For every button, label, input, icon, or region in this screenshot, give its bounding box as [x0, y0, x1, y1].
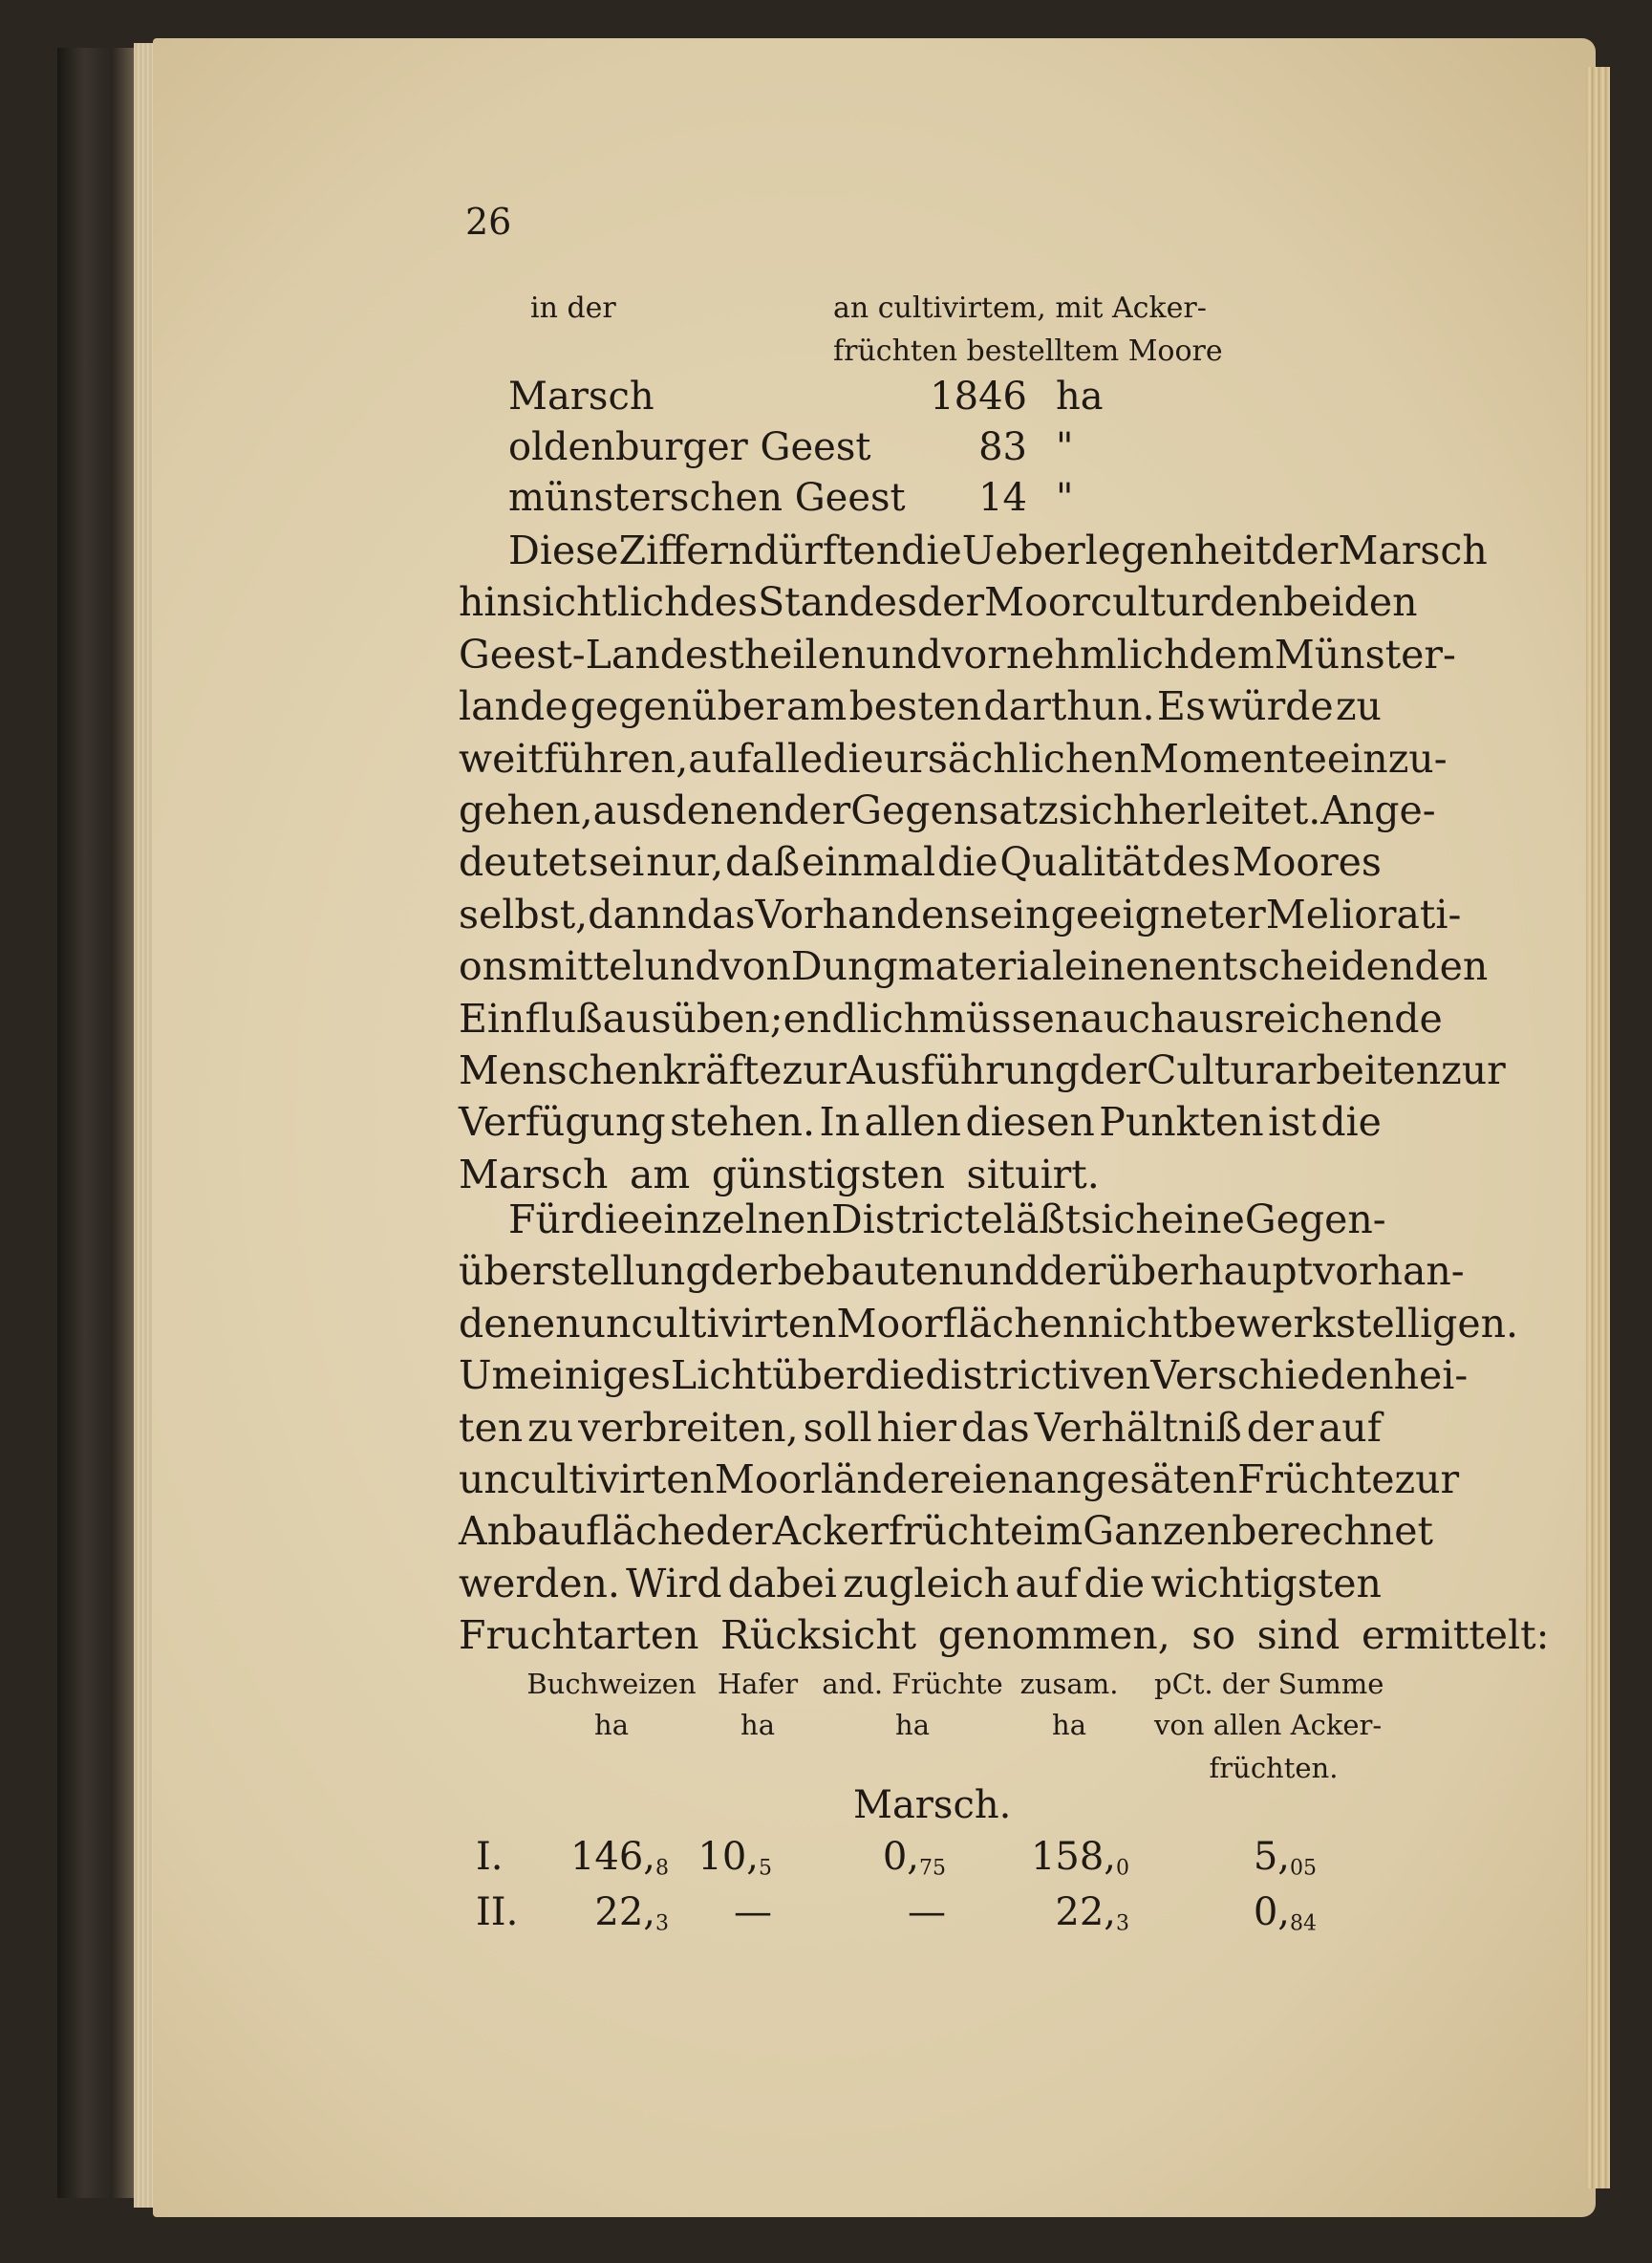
paragraph-line: Fruchtarten Rücksicht genommen, so sind ermittelt: [459, 1612, 1550, 1659]
paragraph-line: Menschenkräfte zur Ausführung der Culturarbeiten zur [459, 1047, 1506, 1093]
crop-cell: $146,_8$ [569, 1835, 669, 1881]
crop-cell: $0,_{84}$ [1253, 1890, 1317, 1936]
paragraph-line: Marsch am günstigsten situirt. [459, 1151, 1100, 1197]
paragraph-line: hinsichtlich des Standes der Moorcultur den beiden [459, 579, 1418, 626]
paragraph-line: Einfluß ausüben; endlich müssen auch ausreichende [459, 995, 1443, 1042]
crop-cell: — [908, 1890, 946, 1934]
crop-section-title: Marsch. [853, 1783, 1012, 1827]
paragraph-line: Für die einzelnen Districte läßt sich eine Gegen- [508, 1196, 1386, 1242]
crop-column-header: Buchweizen [526, 1668, 697, 1700]
paragraph-line: Diese Ziffern dürften die Ueberlegenheit der Marsch [508, 528, 1488, 573]
crop-cell: $22,_3$ [594, 1890, 669, 1936]
paragraph-line: Verfügung stehen. In allen diesen Punkten ist die [459, 1099, 1382, 1146]
intro-row-value: 83 [978, 425, 1027, 469]
crop-column-header: Hafer [717, 1668, 799, 1700]
intro-header-right-2: früchten bestelltem Moore [833, 334, 1223, 368]
intro-row-value: 1846 [930, 375, 1027, 419]
page-edges-right [1586, 67, 1610, 2188]
paragraph-line: denen uncultivirten Moorflächen nicht bewerkstelligen. [459, 1300, 1519, 1347]
crop-row-label: I. [476, 1835, 504, 1879]
crop-cell: $10,_5$ [697, 1835, 772, 1881]
paragraph-line: onsmittel und von Dungmaterial einen entscheidenden [459, 943, 1489, 990]
crop-cell: $22,_3$ [1055, 1890, 1129, 1936]
crop-column-unit: früchten. [1209, 1752, 1339, 1784]
paragraph-line: gehen, aus denen der Gegensatz sich herleitet. Ange- [459, 787, 1436, 833]
crop-column-header: pCt. der Summe [1154, 1668, 1384, 1700]
intro-row-region: Marsch [508, 375, 654, 419]
intro-row-unit: " [1056, 476, 1074, 520]
intro-row-region: oldenburger Geest [508, 425, 871, 469]
crop-column-unit: von allen Acker- [1154, 1709, 1383, 1741]
crop-row-label: II. [476, 1890, 519, 1934]
paragraph-line: Geest-Landestheilen und vornehmlich dem Münster- [459, 631, 1456, 678]
crop-column-header: and. Früchte [822, 1668, 1003, 1700]
intro-header-left: in der [530, 291, 616, 325]
paragraph-line: überstellung der bebauten und der überhaupt vorhan- [459, 1248, 1465, 1295]
paragraph-line: lande gegenüber am besten darthun. Es würde zu [459, 683, 1382, 730]
paragraph-line: werden. Wird dabei zugleich auf die wichtigsten [459, 1560, 1382, 1606]
intro-row-unit: ha [1056, 375, 1104, 419]
paragraph-line: uncultivirten Moorländereien angesäten Früchte zur [459, 1456, 1460, 1502]
crop-column-unit: ha [594, 1709, 629, 1741]
crop-column-unit: ha [1052, 1709, 1086, 1741]
intro-row-value: 14 [978, 476, 1027, 520]
intro-header-right-1: an cultivirtem, mit Acker- [833, 291, 1207, 325]
crop-column-header: zusam. [1019, 1668, 1119, 1700]
crop-column-unit: ha [895, 1709, 930, 1741]
intro-row-unit: " [1056, 425, 1074, 469]
page-number: 26 [465, 201, 512, 243]
paragraph-line: ten zu verbreiten, soll hier das Verhältniß der auf [459, 1404, 1382, 1451]
crop-cell: — [734, 1890, 772, 1934]
crop-cell: $158,_0$ [1030, 1835, 1129, 1881]
intro-row-region: münsterschen Geest [508, 476, 906, 520]
crop-cell: $0,_{75}$ [882, 1835, 946, 1881]
paragraph-line: Anbaufläche der Ackerfrüchte im Ganzen berechnet [459, 1508, 1433, 1555]
crop-column-unit: ha [740, 1709, 775, 1741]
paragraph-line: selbst, dann das Vorhandensein geeigneter Meliorati- [459, 891, 1462, 938]
paragraph-line: weit führen, auf alle die ursächlichen Momente einzu- [459, 735, 1448, 782]
paragraph-line: deutet sei nur, daß einmal die Qualität des Moores [459, 839, 1382, 886]
paragraph-line: Um einiges Licht über die districtiven Verschiedenhei- [459, 1352, 1469, 1399]
crop-cell: $5,_{05}$ [1253, 1835, 1317, 1881]
